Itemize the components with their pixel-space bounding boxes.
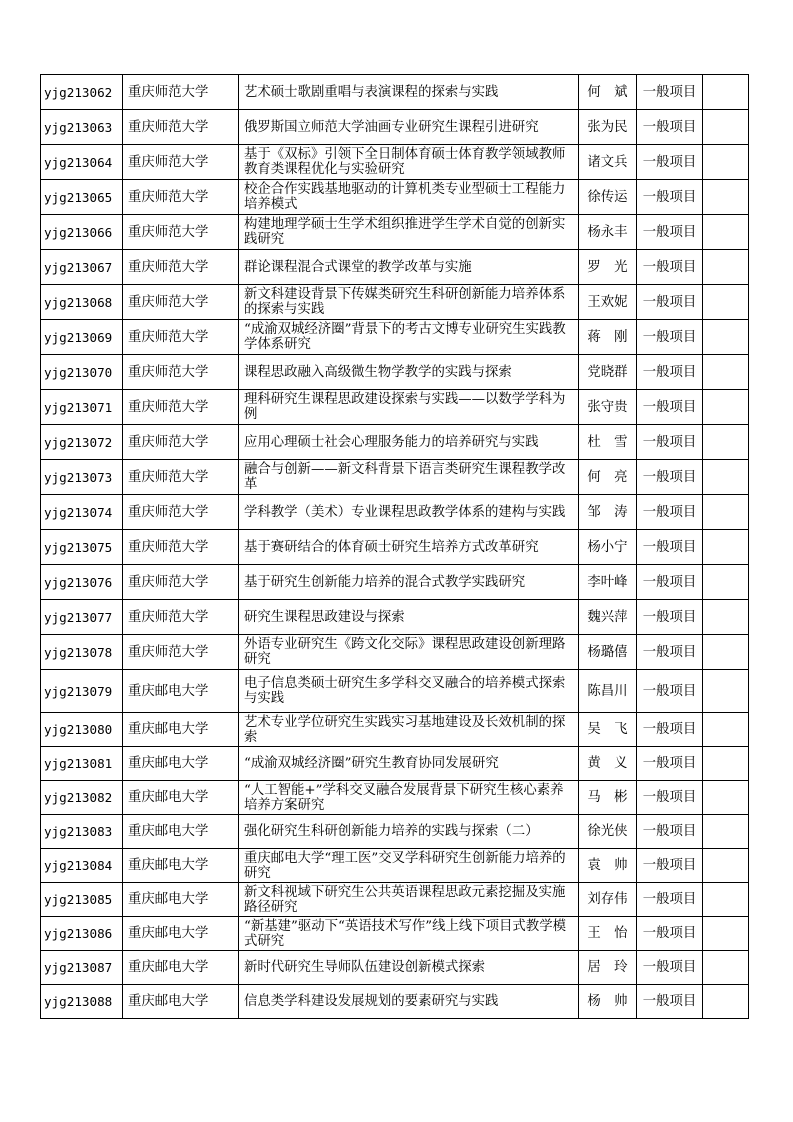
project-type-cell: 一般项目 [637, 320, 703, 355]
project-leader-cell: 杨璐僖 [579, 635, 637, 670]
project-leader-cell: 何 亮 [579, 460, 637, 495]
project-leader-cell: 黄 义 [579, 747, 637, 781]
institution-cell: 重庆师范大学 [123, 425, 239, 460]
table-row [41, 670, 749, 713]
project-leader-cell: 张守贵 [579, 390, 637, 425]
project-title-cell: “成渝双城经济圈”研究生教育协同发展研究 [239, 747, 579, 781]
project-title-cell: 新文科建设背景下传媒类研究生科研创新能力培养体系的探索与实践 [239, 285, 579, 320]
project-type-cell: 一般项目 [637, 670, 703, 713]
empty-cell [703, 250, 749, 285]
project-type-cell: 一般项目 [637, 390, 703, 425]
project-title-cell: 新时代研究生导师队伍建设创新模式探索 [239, 951, 579, 985]
project-type-cell: 一般项目 [637, 355, 703, 390]
project-title-cell: 电子信息类硕士研究生多学科交叉融合的培养模式探索与实践 [239, 670, 579, 713]
institution-cell: 重庆邮电大学 [123, 917, 239, 951]
empty-cell [703, 460, 749, 495]
project-type-cell: 一般项目 [637, 285, 703, 320]
empty-cell [703, 951, 749, 985]
project-title-cell: 基于研究生创新能力培养的混合式教学实践研究 [239, 565, 579, 600]
table-row [41, 355, 749, 390]
institution-cell: 重庆邮电大学 [123, 985, 239, 1019]
project-leader-cell: 陈昌川 [579, 670, 637, 713]
institution-cell: 重庆师范大学 [123, 285, 239, 320]
table-row [41, 849, 749, 883]
table-row [41, 600, 749, 635]
institution-cell: 重庆邮电大学 [123, 747, 239, 781]
table-row [41, 951, 749, 985]
empty-cell [703, 110, 749, 145]
project-type-cell: 一般项目 [637, 883, 703, 917]
project-leader-cell: 杜 雪 [579, 425, 637, 460]
project-leader-cell: 罗 光 [579, 250, 637, 285]
project-leader-cell: 魏兴萍 [579, 600, 637, 635]
empty-cell [703, 670, 749, 713]
project-leader-cell: 徐光侠 [579, 815, 637, 849]
project-id-cell: yjg213071 [41, 390, 123, 425]
table-row [41, 75, 749, 110]
project-title-cell: 校企合作实践基地驱动的计算机类专业型硕士工程能力培养模式 [239, 180, 579, 215]
project-id-cell: yjg213085 [41, 883, 123, 917]
project-title-cell: 基于《双标》引领下全日制体育硕士体育教学领域教师教育类课程优化与实验研究 [239, 145, 579, 180]
project-leader-cell: 徐传运 [579, 180, 637, 215]
project-type-cell: 一般项目 [637, 600, 703, 635]
project-leader-cell: 马 彬 [579, 781, 637, 815]
project-id-cell: yjg213069 [41, 320, 123, 355]
empty-cell [703, 600, 749, 635]
institution-cell: 重庆师范大学 [123, 495, 239, 530]
table-row [41, 565, 749, 600]
table-row [41, 883, 749, 917]
project-leader-cell: 杨小宁 [579, 530, 637, 565]
project-leader-cell: 吴 飞 [579, 713, 637, 747]
project-id-cell: yjg213065 [41, 180, 123, 215]
project-leader-cell: 杨永丰 [579, 215, 637, 250]
project-leader-cell: 王欢妮 [579, 285, 637, 320]
institution-cell: 重庆师范大学 [123, 145, 239, 180]
empty-cell [703, 565, 749, 600]
institution-cell: 重庆邮电大学 [123, 781, 239, 815]
table-row [41, 747, 749, 781]
project-type-cell: 一般项目 [637, 215, 703, 250]
project-id-cell: yjg213082 [41, 781, 123, 815]
empty-cell [703, 145, 749, 180]
project-title-cell: 群论课程混合式课堂的教学改革与实施 [239, 250, 579, 285]
project-type-cell: 一般项目 [637, 985, 703, 1019]
project-type-cell: 一般项目 [637, 425, 703, 460]
project-id-cell: yjg213080 [41, 713, 123, 747]
institution-cell: 重庆师范大学 [123, 460, 239, 495]
project-title-cell: 基于赛研结合的体育硕士研究生培养方式改革研究 [239, 530, 579, 565]
project-title-cell: 外语专业研究生《跨文化交际》课程思政建设创新理路研究 [239, 635, 579, 670]
empty-cell [703, 917, 749, 951]
project-id-cell: yjg213088 [41, 985, 123, 1019]
table-row [41, 425, 749, 460]
project-type-cell: 一般项目 [637, 110, 703, 145]
project-leader-cell: 袁 帅 [579, 849, 637, 883]
empty-cell [703, 530, 749, 565]
project-leader-cell: 张为民 [579, 110, 637, 145]
project-leader-cell: 刘存伟 [579, 883, 637, 917]
institution-cell: 重庆邮电大学 [123, 883, 239, 917]
project-title-cell: 艺术专业学位研究生实践实习基地建设及长效机制的探索 [239, 713, 579, 747]
project-id-cell: yjg213087 [41, 951, 123, 985]
table-row [41, 530, 749, 565]
table-row [41, 917, 749, 951]
empty-cell [703, 815, 749, 849]
empty-cell [703, 713, 749, 747]
table-row [41, 781, 749, 815]
empty-cell [703, 320, 749, 355]
project-id-cell: yjg213068 [41, 285, 123, 320]
institution-cell: 重庆邮电大学 [123, 849, 239, 883]
project-id-cell: yjg213063 [41, 110, 123, 145]
project-leader-cell: 邹 涛 [579, 495, 637, 530]
table-row [41, 460, 749, 495]
institution-cell: 重庆邮电大学 [123, 713, 239, 747]
project-type-cell: 一般项目 [637, 781, 703, 815]
project-type-cell: 一般项目 [637, 495, 703, 530]
project-title-cell: “新基建”驱动下“英语技术写作”线上线下项目式教学模式研究 [239, 917, 579, 951]
project-title-cell: 强化研究生科研创新能力培养的实践与探索（二） [239, 815, 579, 849]
table-row [41, 145, 749, 180]
project-title-cell: “人工智能+”学科交叉融合发展背景下研究生核心素养培养方案研究 [239, 781, 579, 815]
project-type-cell: 一般项目 [637, 917, 703, 951]
empty-cell [703, 215, 749, 250]
institution-cell: 重庆师范大学 [123, 75, 239, 110]
project-id-cell: yjg213081 [41, 747, 123, 781]
project-id-cell: yjg213076 [41, 565, 123, 600]
empty-cell [703, 425, 749, 460]
empty-cell [703, 285, 749, 320]
project-id-cell: yjg213066 [41, 215, 123, 250]
table-row [41, 985, 749, 1019]
project-id-cell: yjg213078 [41, 635, 123, 670]
empty-cell [703, 747, 749, 781]
institution-cell: 重庆师范大学 [123, 180, 239, 215]
table-row [41, 390, 749, 425]
empty-cell [703, 781, 749, 815]
project-id-cell: yjg213073 [41, 460, 123, 495]
project-table [40, 74, 749, 1019]
table-row [41, 215, 749, 250]
project-id-cell: yjg213077 [41, 600, 123, 635]
project-id-cell: yjg213067 [41, 250, 123, 285]
institution-cell: 重庆师范大学 [123, 215, 239, 250]
institution-cell: 重庆师范大学 [123, 355, 239, 390]
project-title-cell: 俄罗斯国立师范大学油画专业研究生课程引进研究 [239, 110, 579, 145]
empty-cell [703, 985, 749, 1019]
project-leader-cell: 蒋 刚 [579, 320, 637, 355]
institution-cell: 重庆师范大学 [123, 320, 239, 355]
institution-cell: 重庆师范大学 [123, 390, 239, 425]
project-leader-cell: 党晓群 [579, 355, 637, 390]
table-row [41, 320, 749, 355]
empty-cell [703, 883, 749, 917]
table-row [41, 713, 749, 747]
empty-cell [703, 75, 749, 110]
project-title-cell: 研究生课程思政建设与探索 [239, 600, 579, 635]
institution-cell: 重庆邮电大学 [123, 670, 239, 713]
project-type-cell: 一般项目 [637, 635, 703, 670]
project-id-cell: yjg213074 [41, 495, 123, 530]
empty-cell [703, 180, 749, 215]
empty-cell [703, 849, 749, 883]
project-type-cell: 一般项目 [637, 951, 703, 985]
project-id-cell: yjg213062 [41, 75, 123, 110]
institution-cell: 重庆师范大学 [123, 565, 239, 600]
project-type-cell: 一般项目 [637, 815, 703, 849]
project-title-cell: “成渝双城经济圈”背景下的考古文博专业研究生实践教学体系研究 [239, 320, 579, 355]
project-title-cell: 学科教学（美术）专业课程思政教学体系的建构与实践 [239, 495, 579, 530]
empty-cell [703, 355, 749, 390]
empty-cell [703, 390, 749, 425]
project-id-cell: yjg213070 [41, 355, 123, 390]
project-type-cell: 一般项目 [637, 460, 703, 495]
institution-cell: 重庆师范大学 [123, 635, 239, 670]
project-leader-cell: 王 怡 [579, 917, 637, 951]
empty-cell [703, 495, 749, 530]
table-row [41, 495, 749, 530]
project-id-cell: yjg213072 [41, 425, 123, 460]
project-id-cell: yjg213083 [41, 815, 123, 849]
project-type-cell: 一般项目 [637, 145, 703, 180]
table-row [41, 110, 749, 145]
project-title-cell: 融合与创新——新文科背景下语言类研究生课程教学改革 [239, 460, 579, 495]
project-title-cell: 应用心理硕士社会心理服务能力的培养研究与实践 [239, 425, 579, 460]
project-leader-cell: 何 斌 [579, 75, 637, 110]
project-title-cell: 课程思政融入高级微生物学教学的实践与探索 [239, 355, 579, 390]
project-id-cell: yjg213075 [41, 530, 123, 565]
project-title-cell: 理科研究生课程思政建设探索与实践——以数学学科为例 [239, 390, 579, 425]
institution-cell: 重庆师范大学 [123, 530, 239, 565]
project-title-cell: 新文科视域下研究生公共英语课程思政元素挖掘及实施路径研究 [239, 883, 579, 917]
project-type-cell: 一般项目 [637, 849, 703, 883]
table-row [41, 180, 749, 215]
institution-cell: 重庆邮电大学 [123, 815, 239, 849]
project-id-cell: yjg213079 [41, 670, 123, 713]
institution-cell: 重庆师范大学 [123, 110, 239, 145]
project-id-cell: yjg213084 [41, 849, 123, 883]
project-type-cell: 一般项目 [637, 747, 703, 781]
project-type-cell: 一般项目 [637, 180, 703, 215]
project-type-cell: 一般项目 [637, 565, 703, 600]
institution-cell: 重庆师范大学 [123, 250, 239, 285]
project-leader-cell: 杨 帅 [579, 985, 637, 1019]
project-type-cell: 一般项目 [637, 250, 703, 285]
project-type-cell: 一般项目 [637, 530, 703, 565]
project-leader-cell: 居 玲 [579, 951, 637, 985]
project-title-cell: 重庆邮电大学“理工医”交叉学科研究生创新能力培养的研究 [239, 849, 579, 883]
project-type-cell: 一般项目 [637, 713, 703, 747]
institution-cell: 重庆师范大学 [123, 600, 239, 635]
project-title-cell: 信息类学科建设发展规划的要素研究与实践 [239, 985, 579, 1019]
project-type-cell: 一般项目 [637, 75, 703, 110]
project-leader-cell: 诸文兵 [579, 145, 637, 180]
institution-cell: 重庆邮电大学 [123, 951, 239, 985]
table-row [41, 285, 749, 320]
table-row [41, 635, 749, 670]
table-row [41, 250, 749, 285]
empty-cell [703, 635, 749, 670]
project-id-cell: yjg213064 [41, 145, 123, 180]
project-title-cell: 构建地理学硕士生学术组织推进学生学术自觉的创新实践研究 [239, 215, 579, 250]
project-leader-cell: 李叶峰 [579, 565, 637, 600]
table-row [41, 815, 749, 849]
project-table-body [41, 75, 749, 1019]
project-title-cell: 艺术硕士歌剧重唱与表演课程的探索与实践 [239, 75, 579, 110]
project-id-cell: yjg213086 [41, 917, 123, 951]
